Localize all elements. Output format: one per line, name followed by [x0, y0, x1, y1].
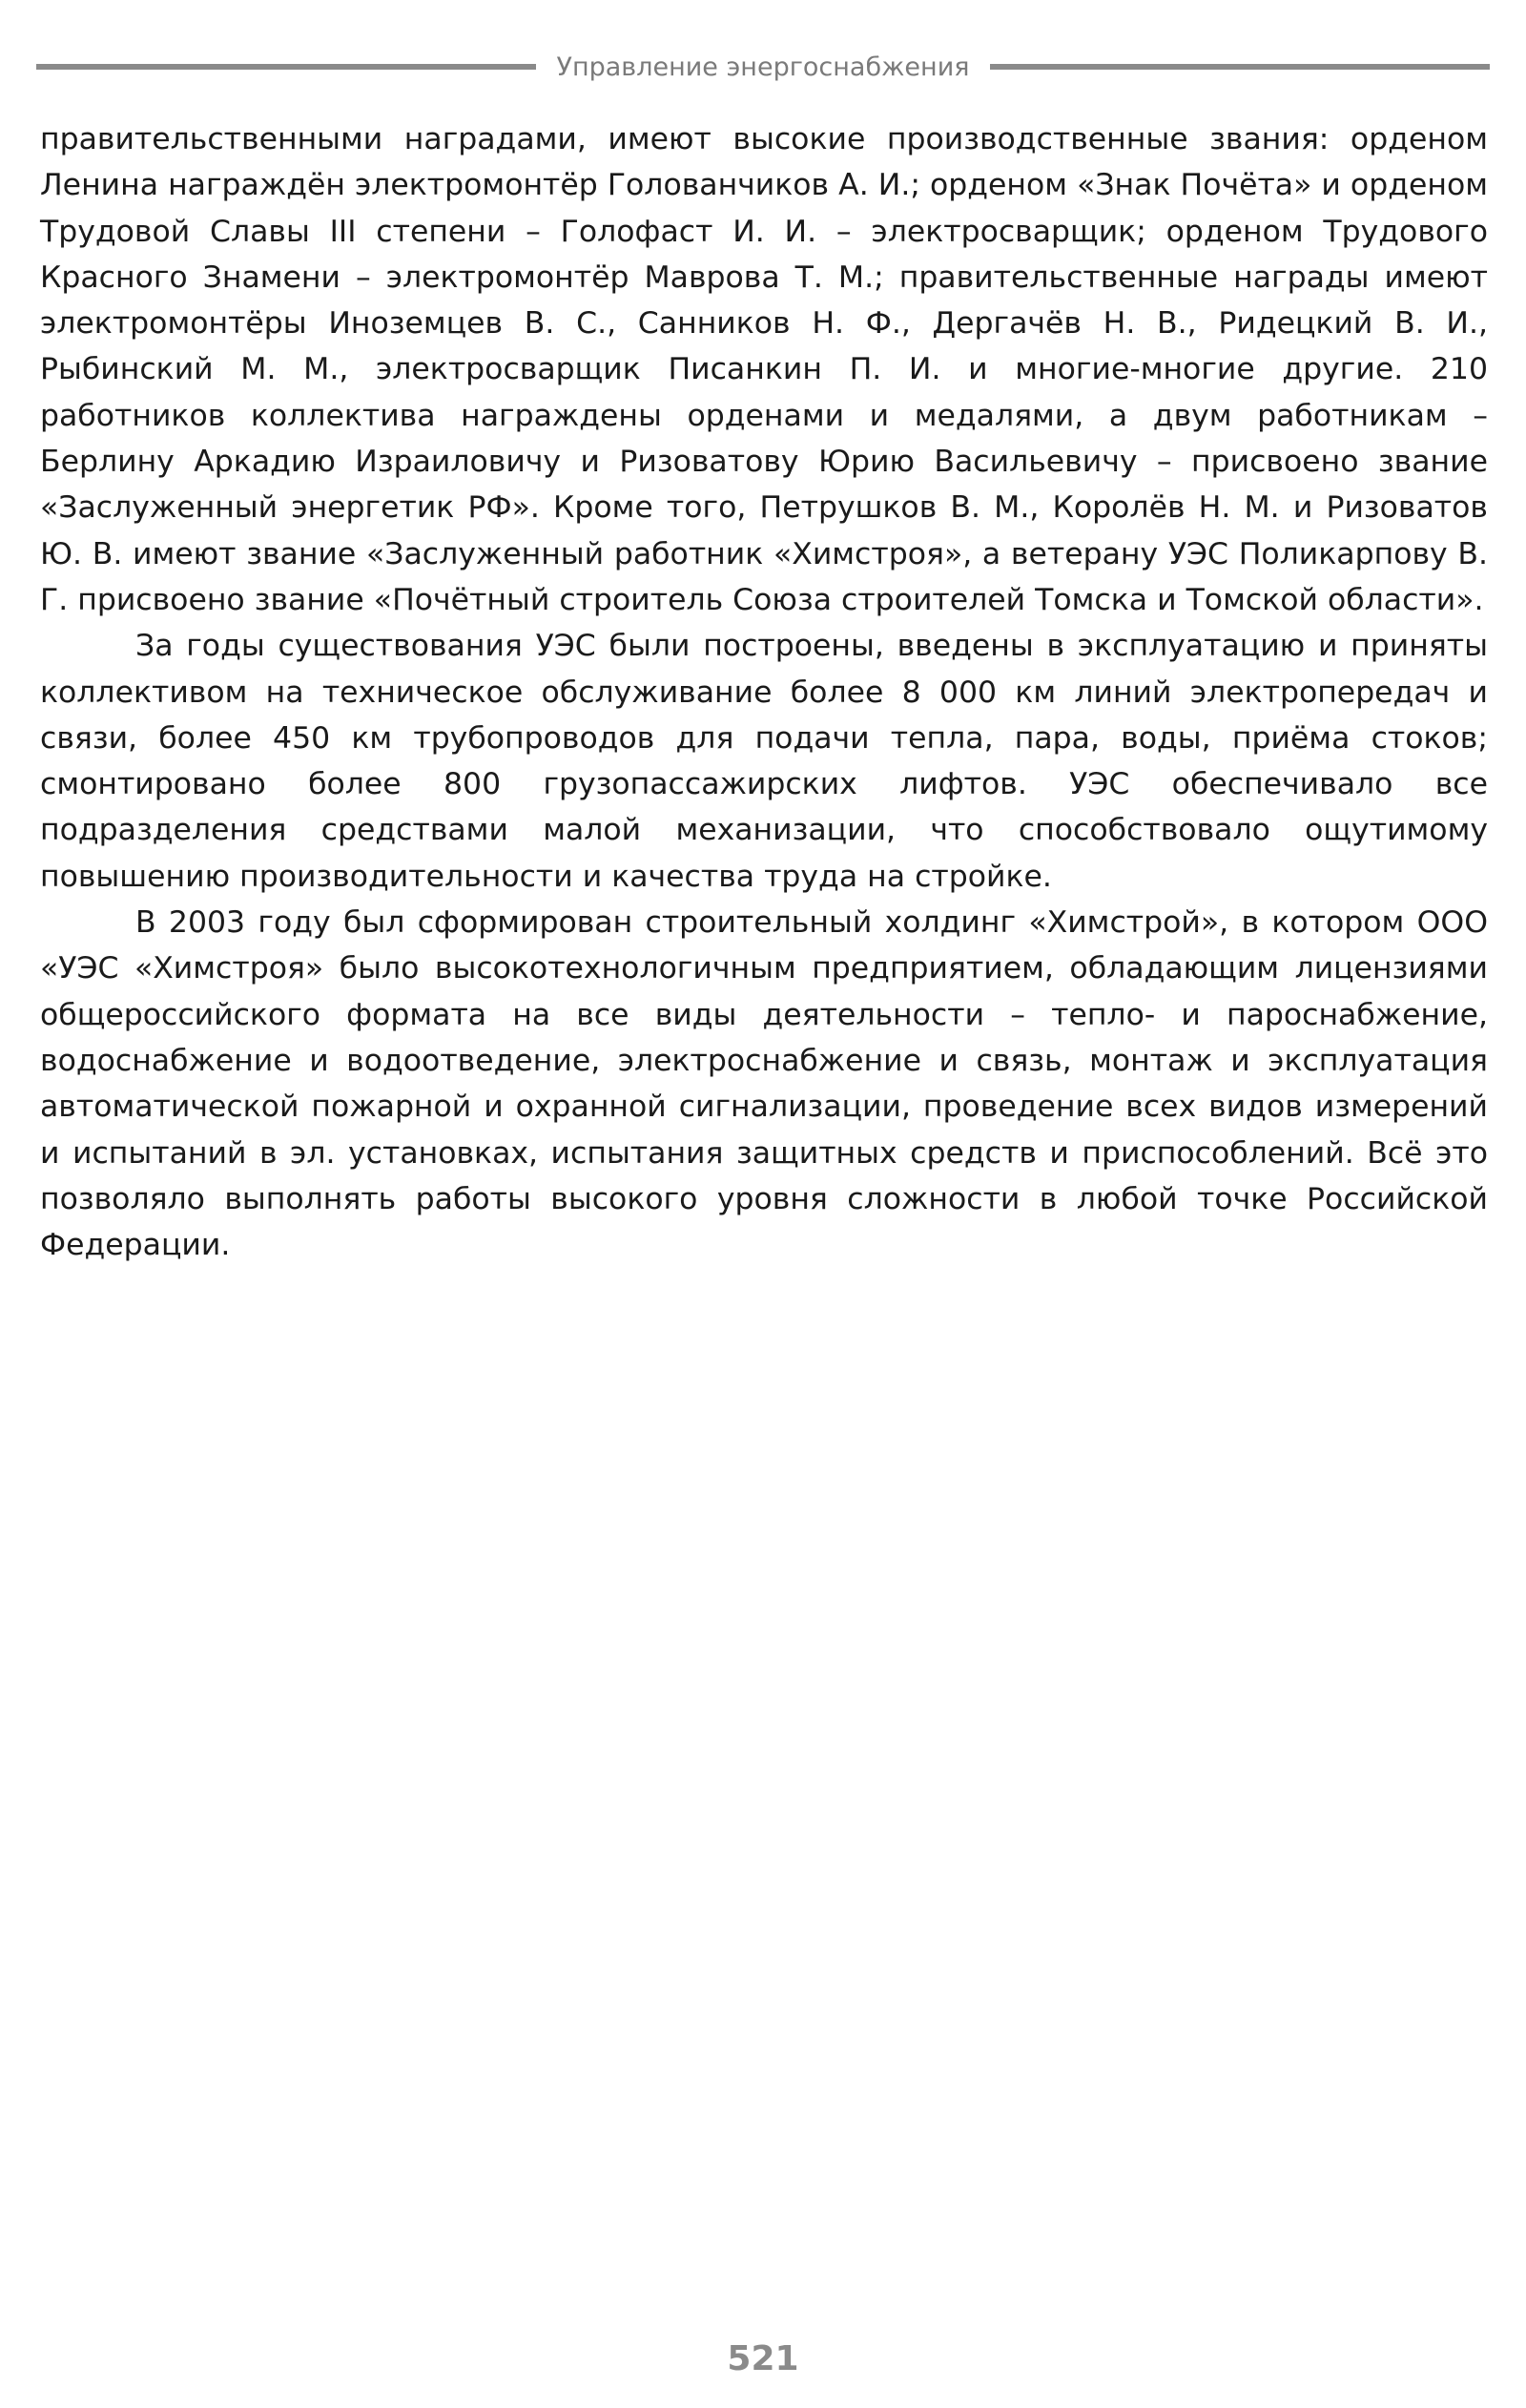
paragraph-holding: В 2003 году был сформирован строительный холдинг «Химстрой», в котором ООО «УЭС «Химстроя» было высокотехнологичным предприятием, обладающим лицензиями общероссийского формата на все виды деятельности – тепло- и пароснабжение, водоснабжение и водоотведение, электроснабжение и связь, монтаж и эксплуатация автоматической пожарной и охранной сигнализации, проведение всех видов измерений и испытаний в эл. установках, испытания защитных средств и приспособлений. Всё это позволяло выполнять работы высокого уровня сложности в любой точке Российской Федерации. [40, 905, 1488, 1263]
body-text [40, 116, 1488, 1268]
paragraph-infrastructure: За годы существования УЭС были построены, введены в эксплуатацию и приняты коллективом на техническое обслуживание более 8 000 км линий электропередач и связи, более 450 км трубопроводов для подачи тепла, пара, воды, приёма стоков; смонтировано более 800 грузопассажирских лифтов. УЭС обеспечивало все подразделения средствами малой механизации, что способствовало ощутимому повышению производительности и качества труда на стройке. [40, 629, 1488, 894]
header-rule-right [990, 64, 1490, 70]
running-title: Управление энергоснабжения [556, 52, 970, 82]
paragraph-awards: правительственными наградами, имеют высокие производственные звания: орденом Ленина награждён электромонтёр Голованчиков А. И.; орденом «Знак Почёта» и орденом Трудовой Славы III степени – Голофаст И. И. – электросварщик; орденом Трудового Красного Знамени – электромонтёр Маврова Т. М.; правительственные награды имеют электромонтёры Иноземцев В. С., Санников Н. Ф., Дергачёв Н. В., Ридецкий В. И., Рыбинский М. М., электросварщик Писанкин П. И. и многие-многие другие. 210 работников коллектива награждены орденами и медалями, а двум работникам – Берлину Аркадию Израиловичу и Ризоватову Юрию Васильевичу – присвоено звание «Заслуженный энергетик РФ». Кроме того, Петрушков В. М., Королёв Н. М. и Ризоватов Ю. В. имеют звание «Заслуженный работник «Химстроя», а ветерану УЭС Поликарпову В. Г. присвоено звание «Почётный строитель Союза строителей Томска и Томской области». [40, 122, 1488, 617]
page-number: 521 [727, 2339, 799, 2378]
header-rule-left [36, 64, 536, 70]
running-header [36, 48, 1490, 86]
